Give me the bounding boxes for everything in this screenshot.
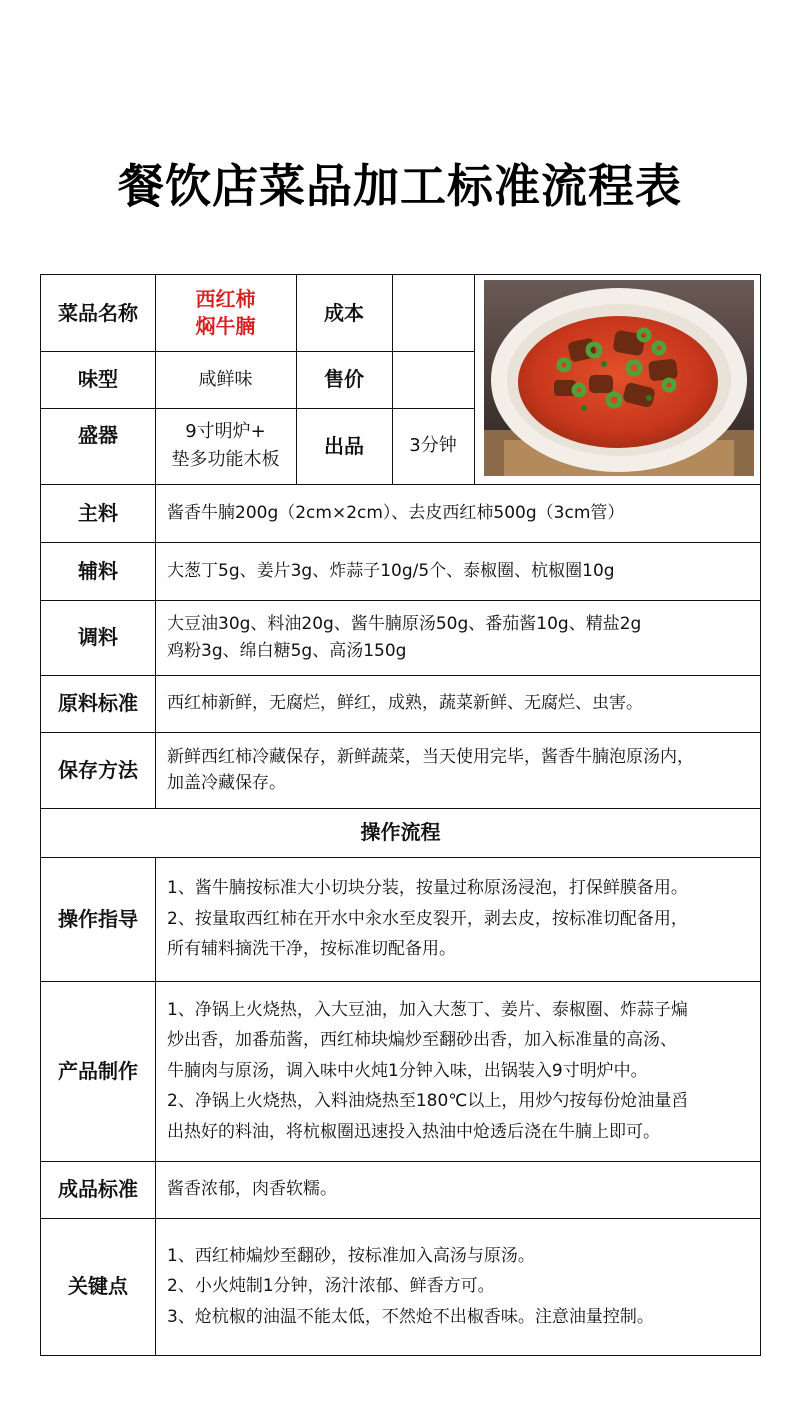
seasoning-line1: 大豆油30g、料油20g、酱牛腩原汤50g、番茄酱10g、精盐2g <box>167 614 642 635</box>
main-ingredients-label: 主料 <box>78 500 118 525</box>
storage-line1: 新鲜西红柿冷藏保存，新鲜蔬菜，当天使用完毕，酱香牛腩泡原汤内， <box>167 746 694 767</box>
guide-line: 所有辅料摘洗干净，按标准切配备用。 <box>167 939 456 960</box>
grid-line <box>474 275 475 484</box>
grid-line <box>41 808 760 809</box>
grid-line <box>41 351 474 352</box>
dish-photo <box>484 280 754 476</box>
aux-ingredients-value: 大葱丁5g、姜片3g、炸蒜子10g/5个、泰椒圈、杭椒圈10g <box>167 560 615 581</box>
vessel-value <box>155 408 296 484</box>
storage-value <box>155 732 760 808</box>
vessel-line2: 垫多功能木板 <box>171 449 280 470</box>
raw-standard-label: 原料标准 <box>58 691 138 715</box>
key-point-line: 2、小火炖制1分钟，汤汁浓郁、鲜香方可。 <box>167 1276 495 1297</box>
production-line: 1、净锅上火烧热，入大豆油，加入大葱丁、姜片、泰椒圈、炸蒜子煸 <box>167 999 688 1020</box>
storage-line2: 加盖冷藏保存。 <box>167 773 286 793</box>
storage-label: 保存方法 <box>58 757 138 782</box>
grid-line <box>41 1161 760 1162</box>
grid-line <box>41 600 760 601</box>
grid-line <box>41 408 474 409</box>
dish-photo-image <box>484 280 754 476</box>
cost-value <box>392 275 474 351</box>
price-value <box>392 351 474 408</box>
guide-line: 1、酱牛腩按标准大小切块分装，按量过称原汤浸泡，打保鲜膜备用。 <box>167 878 688 899</box>
grid-line <box>41 732 760 733</box>
key-points-label: 关键点 <box>68 1274 128 1298</box>
production-line: 2、净锅上火烧热，入料油烧热至180℃以上，用炒勺按每份炝油量舀 <box>167 1091 689 1112</box>
guide-line: 2、按量取西红柿在开水中汆水至皮裂开，剥去皮，按标准切配备用， <box>167 908 688 929</box>
grid-line <box>155 275 156 808</box>
grid-line <box>155 857 156 1355</box>
grid-line <box>41 1218 760 1219</box>
production-label: 产品制作 <box>58 1058 138 1083</box>
grid-line <box>41 542 760 543</box>
production-line: 炒出香，加番茄酱，西红柿块煸炒至翻砂出香，加入标准量的高汤、 <box>167 1030 677 1051</box>
process-heading: 操作流程 <box>360 820 441 844</box>
grid-line <box>41 857 760 858</box>
finished-standard-label: 成品标准 <box>58 1177 138 1201</box>
production-line: 出热好的料油，将杭椒圈迅速投入热油中炝透后浇在牛腩上即可。 <box>167 1121 660 1142</box>
key-point-line: 3、炝杭椒的油温不能太低，不然炝不出椒香味。注意油量控制。 <box>167 1306 654 1327</box>
vessel-line1: 9寸明炉+ <box>185 421 266 443</box>
main-ingredients-value: 酱香牛腩200g（2cm×2cm）、去皮西红柿500g（3cm管） <box>167 502 625 523</box>
seasoning-value <box>155 600 760 675</box>
page-title: 餐饮店菜品加工标准流程表 <box>118 159 682 213</box>
finished-standard-value: 酱香浓郁，肉香软糯。 <box>167 1179 337 1200</box>
flavor-value: 咸鲜味 <box>198 368 253 390</box>
grid-line <box>392 275 393 484</box>
grid-line <box>296 275 297 484</box>
raw-standard-value: 西红柿新鲜，无腐烂，鲜红，成熟，蔬菜新鲜、无腐烂、虫害。 <box>167 693 643 714</box>
recipe-table <box>40 274 761 1356</box>
seasoning-label: 调料 <box>78 625 118 649</box>
dish-name-line2: 焖牛腩 <box>195 314 256 338</box>
flavor-label: 味型 <box>78 367 118 391</box>
vessel-label: 盛器 <box>78 423 118 447</box>
dish-name-line1: 西红柿 <box>195 287 256 311</box>
guide-label: 操作指导 <box>58 906 138 931</box>
grid-line <box>41 484 760 485</box>
seasoning-line2: 鸡粉3g、绵白糖5g、高汤150g <box>167 640 407 661</box>
output-label: 出品 <box>324 433 364 458</box>
grid-line <box>41 981 760 982</box>
guide-value <box>155 857 760 981</box>
dish-name-label: 菜品名称 <box>58 300 138 325</box>
key-point-line: 1、西红柿煸炒至翻砂，按标准加入高汤与原汤。 <box>167 1245 535 1266</box>
dish-name-value <box>155 275 296 351</box>
production-line: 牛腩肉与原汤，调入味中火炖1分钟入味，出锅装入9寸明炉中。 <box>167 1060 648 1081</box>
output-value: 3分钟 <box>409 435 457 457</box>
price-label: 售价 <box>324 367 364 391</box>
aux-ingredients-label: 辅料 <box>78 558 118 583</box>
cost-label: 成本 <box>324 300 364 325</box>
key-points-value <box>155 1218 760 1355</box>
production-value <box>155 981 760 1161</box>
grid-line <box>41 675 760 676</box>
